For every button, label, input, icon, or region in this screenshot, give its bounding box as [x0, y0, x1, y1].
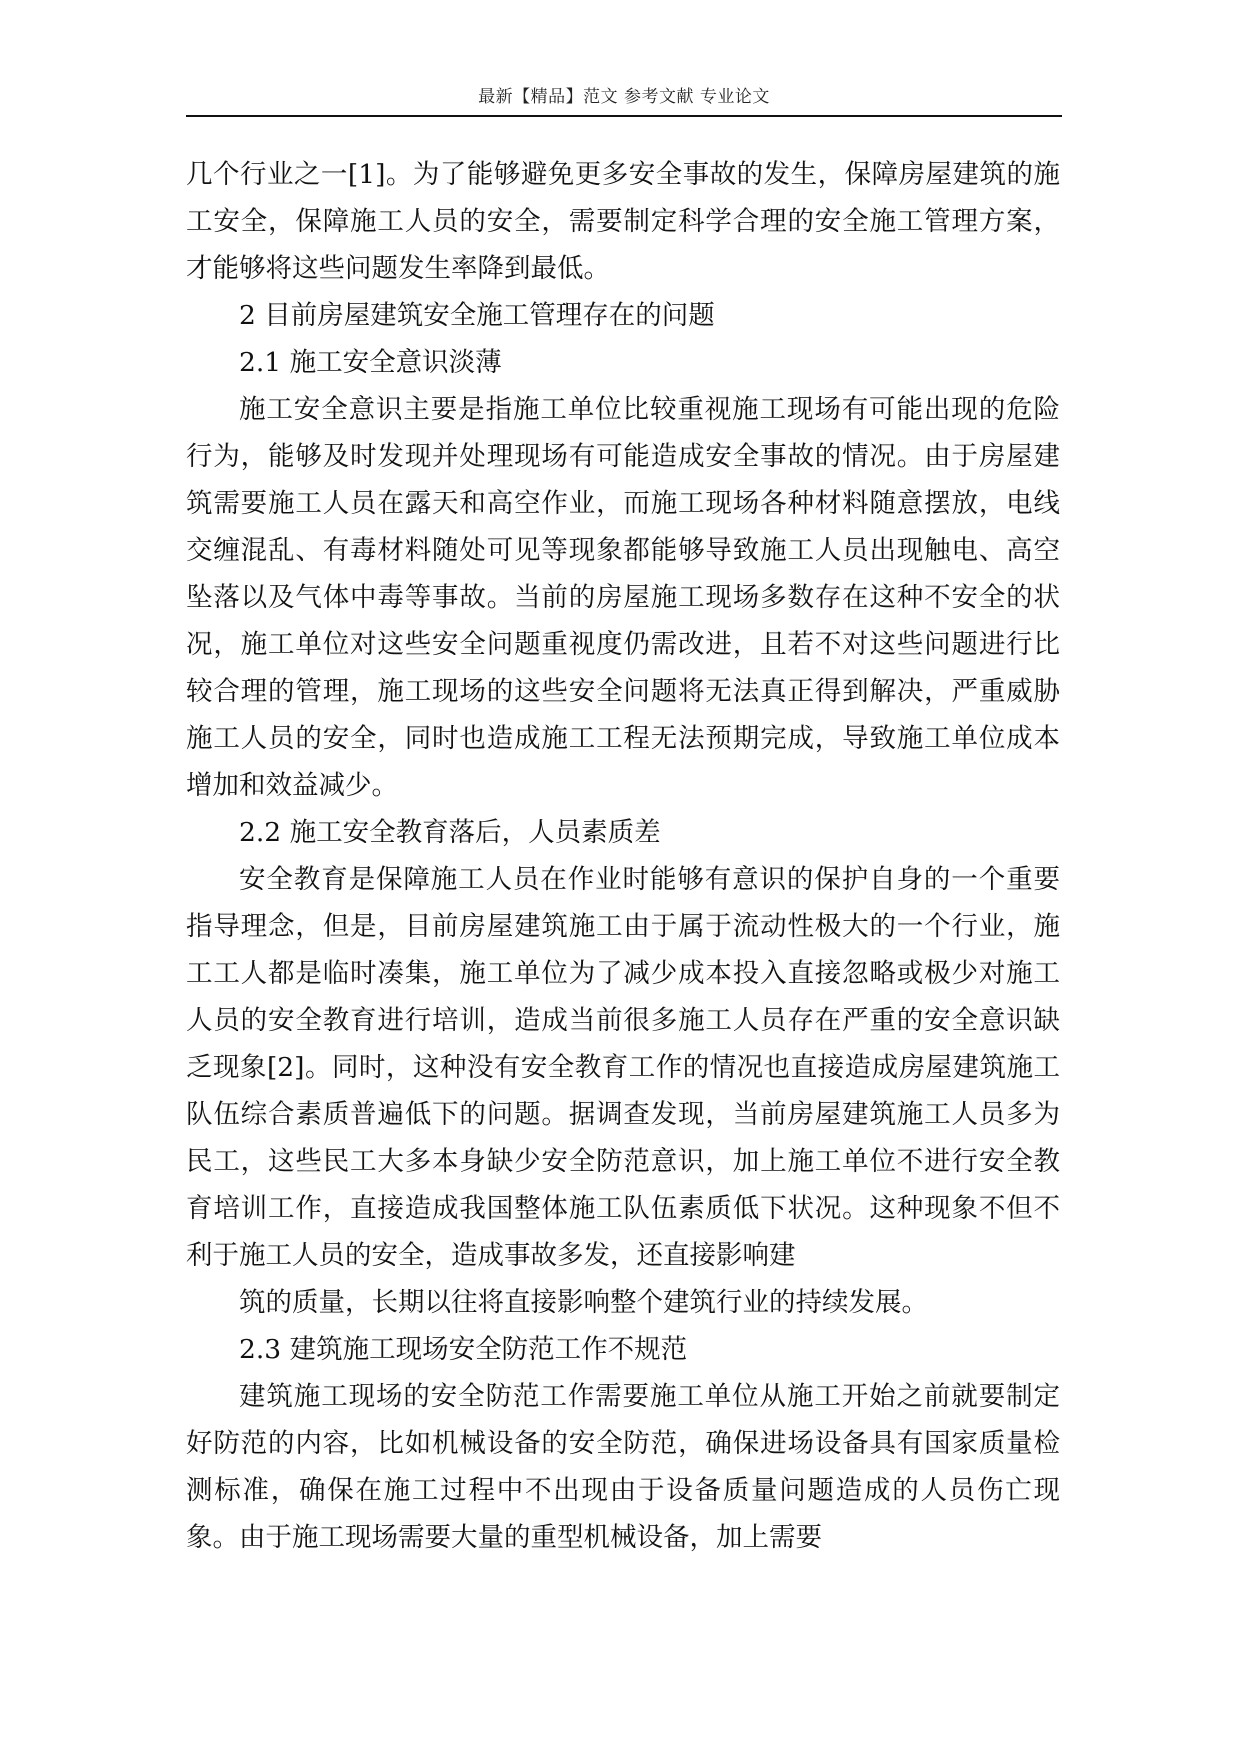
subsection-heading-2-3: 2.3 建筑施工现场安全防范工作不规范 [239, 1334, 688, 1365]
paragraph-intro-continuation: 几个行业之一[1]。为了能够避免更多安全事故的发生，保障房屋建筑的施工安全，保障施工人员的安全，需要制定科学合理的安全施工管理方案，才能够将这些问题发生率降到最低。 [186, 159, 1060, 284]
section-heading-2: 2 目前房屋建筑安全施工管理存在的问题 [239, 300, 715, 331]
paragraph-2-3: 建筑施工现场的安全防范工作需要施工单位从施工开始之前就要制定好防范的内容，比如机械设备的安全防范，确保进场设备具有国家质量检测标准，确保在施工过程中不出现由于设备质量问题造成的人员伤亡现象。由于施工现场需要大量的重型机械设备，加上需要 [186, 1381, 1060, 1553]
paragraph-2-2-continuation: 筑的质量，长期以往将直接影响整个建筑行业的持续发展。 [239, 1287, 928, 1318]
subsection-heading-2-2: 2.2 施工安全教育落后，人员素质差 [239, 817, 661, 848]
header-divider [186, 115, 1062, 117]
paragraph-2-1: 施工安全意识主要是指施工单位比较重视施工现场有可能出现的危险行为，能够及时发现并处理现场有可能造成安全事故的情况。由于房屋建筑需要施工人员在露天和高空作业，而施工现场各种材料随意摆放，电线交缠混乱、有毒材料随处可见等现象都能够导致施工人员出现触电、高空坠落以及气体中毒等事故。当前的房屋施工现场多数存在这种不安全的状况，施工单位对这些安全问题重视度仍需改进，且若不对这些问题进行比较合理的管理，施工现场的这些安全问题将无法真正得到解决，严重威胁施工人员的安全，同时也造成施工工程无法预期完成，导致施工单位成本增加和效益减少。 [186, 394, 1060, 801]
page-header: 最新【精品】范文 参考文献 专业论文 [478, 87, 770, 107]
subsection-heading-2-1: 2.1 施工安全意识淡薄 [239, 347, 502, 378]
paragraph-2-2: 安全教育是保障施工人员在作业时能够有意识的保护自身的一个重要指导理念，但是，目前房屋建筑施工由于属于流动性极大的一个行业，施工工人都是临时凑集，施工单位为了减少成本投入直接忽略或极少对施工人员的安全教育进行培训，造成当前很多施工人员存在严重的安全意识缺乏现象[2]。同时，这种没有安全教育工作的情况也直接造成房屋建筑施工队伍综合素质普遍低下的问题。据调查发现，当前房屋建筑施工人员多为民工，这些民工大多本身缺少安全防范意识，加上施工单位不进行安全教育培训工作，直接造成我国整体施工队伍素质低下状况。这种现象不但不利于施工人员的安全，造成事故多发，还直接影响建 [186, 864, 1060, 1271]
document-body [186, 151, 1060, 1561]
